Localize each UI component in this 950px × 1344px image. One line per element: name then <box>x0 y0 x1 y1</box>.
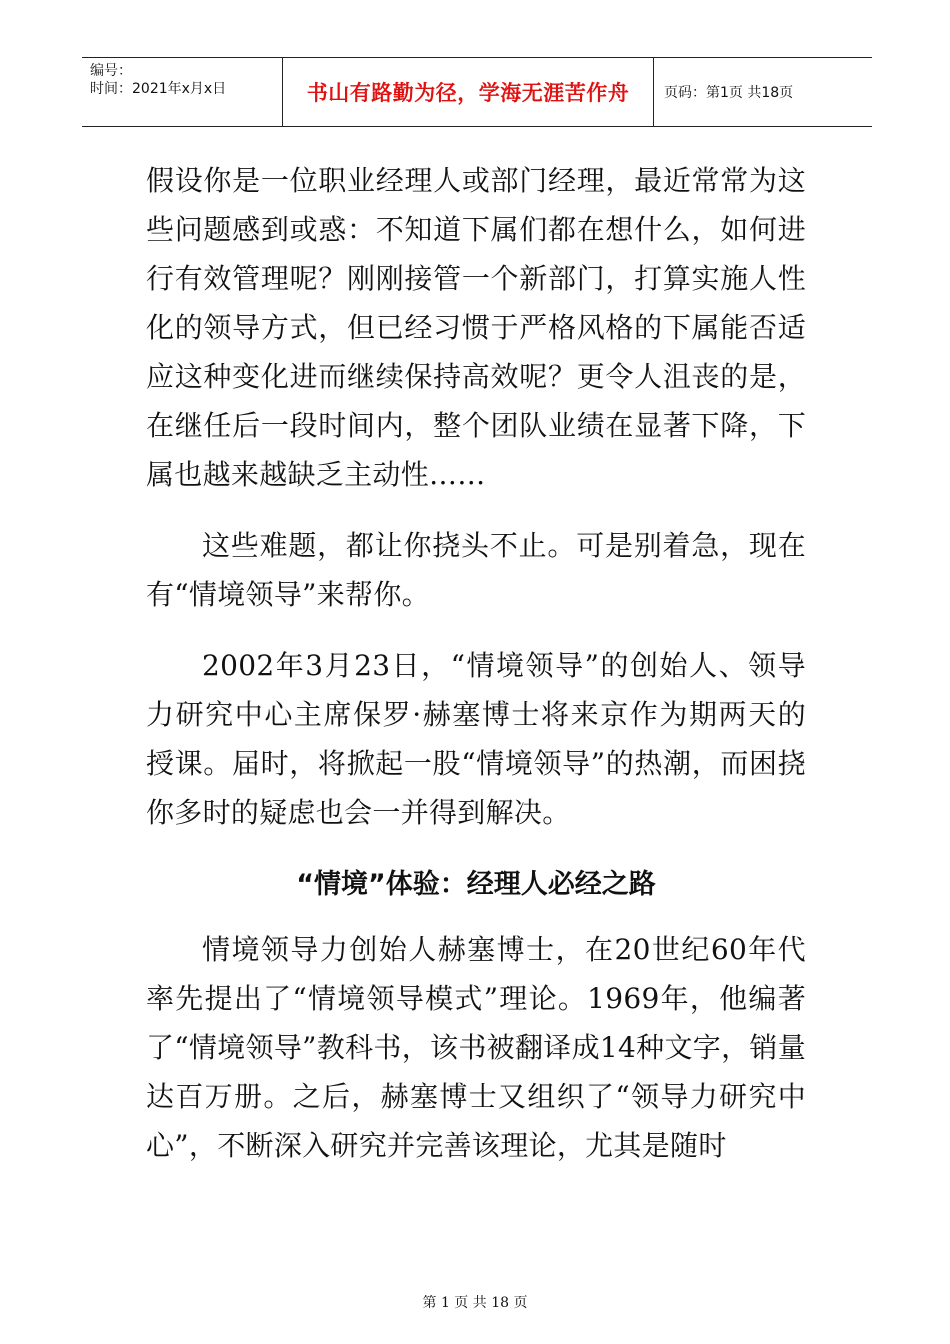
date-label: 时间：2021年x月x日 <box>90 81 227 97</box>
section-heading: “情境”体验：经理人必经之路 <box>296 869 656 900</box>
paragraph-problems: 这些难题，都让你挠头不止。可是别着急，现在有“情境领导”来帮你。 <box>146 529 806 611</box>
page-footer: 第 1 页 共 18 页 <box>422 1295 528 1311</box>
paragraph-event: 2002年3月23日，“情境领导”的创始人、领导力研究中心主席保罗·赫塞博士将来京作为期两天的授课。届时，将掀起一股“情境领导”的热潮，而困挠你多时的疑虑也会一并得到解决。 <box>146 649 806 829</box>
header-meta <box>82 58 282 126</box>
header-page-info: 页码：第1页 共18页 <box>664 85 794 101</box>
paragraph-history: 情境领导力创始人赫塞博士，在20世纪60年代率先提出了“情境领导模式”理论。1969年，他编著了“情境领导”教科书，该书被翻译成14种文字，销量达百万册。之后，赫塞博士又组织了“领导力研究中心”，不断深入研究并完善该理论，尤其是随时 <box>146 933 806 1162</box>
document-body <box>146 156 806 1170</box>
paragraph-intro: 假设你是一位职业经理人或部门经理，最近常常为这些问题感到或惑：不知道下属们都在想什么，如何进行有效管理呢？刚刚接管一个新部门，打算实施人性化的领导方式，但已经习惯于严格风格的下属能否适应这种变化进而继续保持高效呢？更令人沮丧的是，在继任后一段时间内，整个团队业绩在显著下降，下属也越来越缺乏主动性…… <box>146 164 806 491</box>
header-motto: 书山有路勤为径，学海无涯苦作舟 <box>282 58 654 126</box>
document-header <box>82 57 872 127</box>
serial-number-label: 编号： <box>90 63 132 79</box>
